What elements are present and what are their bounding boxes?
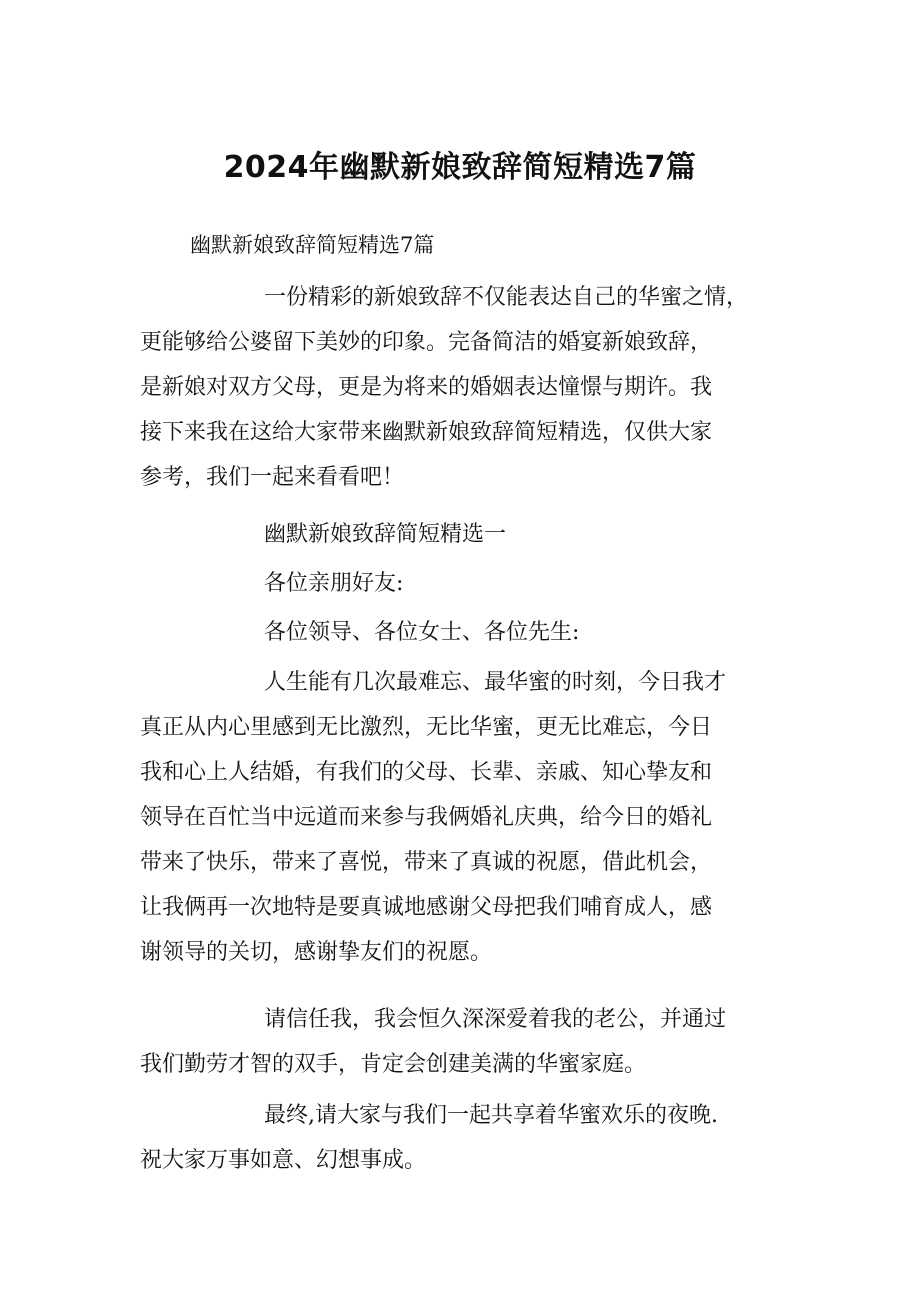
paragraph-line: 让我俩再一次地特是要真诚地感谢父母把我们哺育成人，感 <box>140 895 713 920</box>
paragraph-line: 祝大家万事如意、幻想事成。 <box>140 1148 427 1173</box>
section-heading-block <box>140 512 788 557</box>
paragraph-line: 接下来我在这给大家带来幽默新娘致辞简短精选，仅供大家 <box>140 420 713 445</box>
intro-paragraph <box>140 275 788 500</box>
paragraph-line: 谢领导的关切，感谢挚友们的祝愿。 <box>140 940 493 965</box>
greeting-block-1 <box>140 561 788 606</box>
paragraph-line: 真正从内心里感到无比激烈，无比华蜜，更无比难忘，今日 <box>140 715 713 740</box>
paragraph-line: 人生能有几次最难忘、最华蜜的时刻，今日我才 <box>264 670 727 695</box>
body-paragraph-2 <box>140 997 788 1087</box>
paragraph-line: 是新娘对双方父母，更是为将来的婚姻表达憧憬与期许。我 <box>140 375 713 400</box>
greeting-line: 各位亲朋好友: <box>264 571 404 596</box>
paragraph-line: 更能够给公婆留下美妙的印象。完备简洁的婚宴新娘致辞， <box>140 330 713 355</box>
body-paragraph-1 <box>140 660 788 975</box>
paragraph-line: 请信任我，我会恒久深深爱着我的老公，并通过 <box>264 1007 727 1032</box>
paragraph-line: 带来了快乐，带来了喜悦，带来了真诚的祝愿，借此机会， <box>140 850 713 875</box>
paragraph-line: 我和心上人结婚，有我们的父母、长辈、亲戚、知心挚友和 <box>140 760 713 785</box>
paragraph-line: 我们勤劳才智的双手，肯定会创建美满的华蜜家庭。 <box>140 1052 647 1077</box>
body-paragraph-3 <box>140 1093 788 1183</box>
paragraph-line: 一份精彩的新娘致辞不仅能表达自己的华蜜之情， <box>264 285 749 310</box>
paragraph-line: 参考，我们一起来看看吧！ <box>140 465 405 490</box>
section-heading: 幽默新娘致辞简短精选一 <box>264 522 507 547</box>
greeting-block-2 <box>140 610 788 655</box>
document-title: 2024年幽默新娘致辞简短精选7篇 <box>223 150 697 185</box>
paragraph-line: 最终,请大家与我们一起共享着华蜜欢乐的夜晚. <box>264 1103 718 1128</box>
paragraph-line: 领导在百忙当中远道而来参与我俩婚礼庆典，给今日的婚礼 <box>140 805 713 830</box>
greeting-line: 各位领导、各位女士、各位先生: <box>264 620 580 645</box>
document-subtitle: 幽默新娘致辞简短精选7篇 <box>190 233 435 257</box>
